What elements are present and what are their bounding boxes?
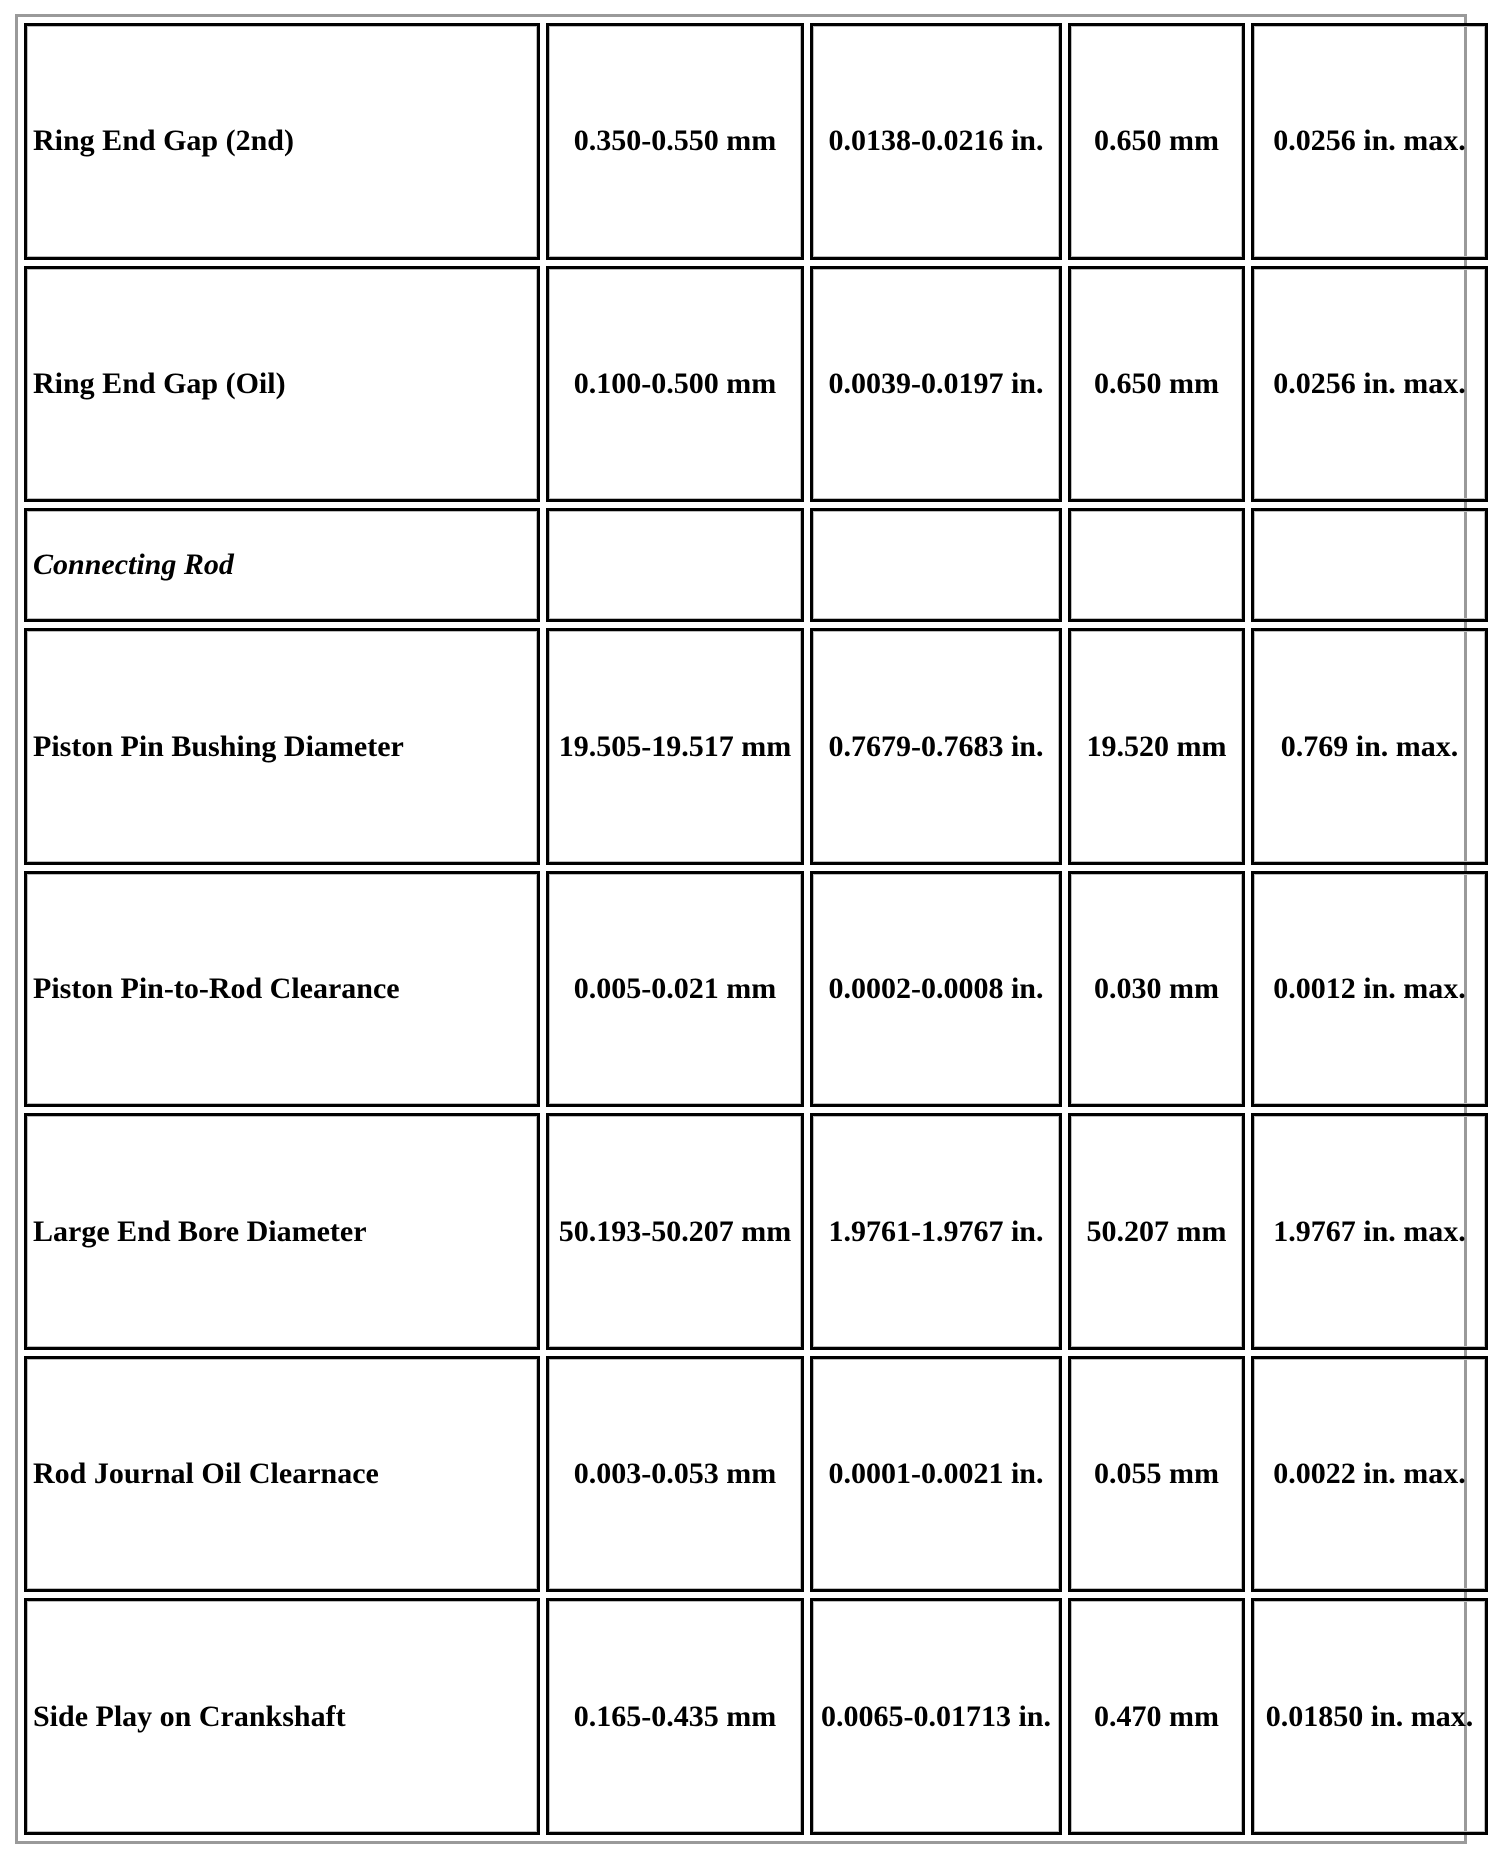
standard-metric-cell: 50.193-50.207 mm — [546, 1113, 804, 1350]
table-row — [24, 23, 1488, 260]
standard-imperial-cell: 0.0039-0.0197 in. — [810, 266, 1062, 503]
standard-metric-cell: 0.100-0.500 mm — [546, 266, 804, 503]
empty-cell — [810, 508, 1062, 622]
spec-name-cell: Piston Pin-to-Rod Clearance — [24, 871, 540, 1108]
section-row — [24, 508, 1488, 622]
service-limit-imperial-cell: 0.0012 in. max. — [1251, 871, 1488, 1108]
standard-metric-cell: 0.005-0.021 mm — [546, 871, 804, 1108]
table-row — [24, 1113, 1488, 1350]
spec-table — [18, 17, 1494, 1841]
service-limit-metric-cell: 0.650 mm — [1068, 23, 1245, 260]
standard-metric-cell: 0.350-0.550 mm — [546, 23, 804, 260]
service-limit-metric-cell: 50.207 mm — [1068, 1113, 1245, 1350]
table-row — [24, 1356, 1488, 1593]
empty-cell — [546, 508, 804, 622]
service-limit-metric-cell: 0.650 mm — [1068, 266, 1245, 503]
empty-cell — [1251, 508, 1488, 622]
service-limit-metric-cell: 0.470 mm — [1068, 1598, 1245, 1835]
spec-table-container — [15, 14, 1474, 1844]
standard-metric-cell: 19.505-19.517 mm — [546, 628, 804, 865]
spec-name-cell: Large End Bore Diameter — [24, 1113, 540, 1350]
table-row — [24, 871, 1488, 1108]
spec-name-cell: Ring End Gap (2nd) — [24, 23, 540, 260]
spec-name-cell: Piston Pin Bushing Diameter — [24, 628, 540, 865]
standard-imperial-cell: 0.0001-0.0021 in. — [810, 1356, 1062, 1593]
service-limit-imperial-cell: 1.9767 in. max. — [1251, 1113, 1488, 1350]
service-limit-metric-cell: 19.520 mm — [1068, 628, 1245, 865]
service-limit-imperial-cell: 0.01850 in. max. — [1251, 1598, 1488, 1835]
empty-cell — [1068, 508, 1245, 622]
spec-name-cell: Ring End Gap (Oil) — [24, 266, 540, 503]
standard-imperial-cell: 0.0065-0.01713 in. — [810, 1598, 1062, 1835]
service-limit-metric-cell: 0.055 mm — [1068, 1356, 1245, 1593]
table-row — [24, 1598, 1488, 1835]
service-limit-imperial-cell: 0.0256 in. max. — [1251, 266, 1488, 503]
standard-metric-cell: 0.165-0.435 mm — [546, 1598, 804, 1835]
service-limit-imperial-cell: 0.0256 in. max. — [1251, 23, 1488, 260]
standard-imperial-cell: 0.0138-0.0216 in. — [810, 23, 1062, 260]
table-row — [24, 628, 1488, 865]
standard-imperial-cell: 0.7679-0.7683 in. — [810, 628, 1062, 865]
spec-name-cell: Side Play on Crankshaft — [24, 1598, 540, 1835]
standard-metric-cell: 0.003-0.053 mm — [546, 1356, 804, 1593]
section-title-cell: Connecting Rod — [24, 508, 540, 622]
standard-imperial-cell: 1.9761-1.9767 in. — [810, 1113, 1062, 1350]
service-limit-metric-cell: 0.030 mm — [1068, 871, 1245, 1108]
spec-name-cell: Rod Journal Oil Clearnace — [24, 1356, 540, 1593]
service-limit-imperial-cell: 0.0022 in. max. — [1251, 1356, 1488, 1593]
service-limit-imperial-cell: 0.769 in. max. — [1251, 628, 1488, 865]
table-row — [24, 266, 1488, 503]
standard-imperial-cell: 0.0002-0.0008 in. — [810, 871, 1062, 1108]
